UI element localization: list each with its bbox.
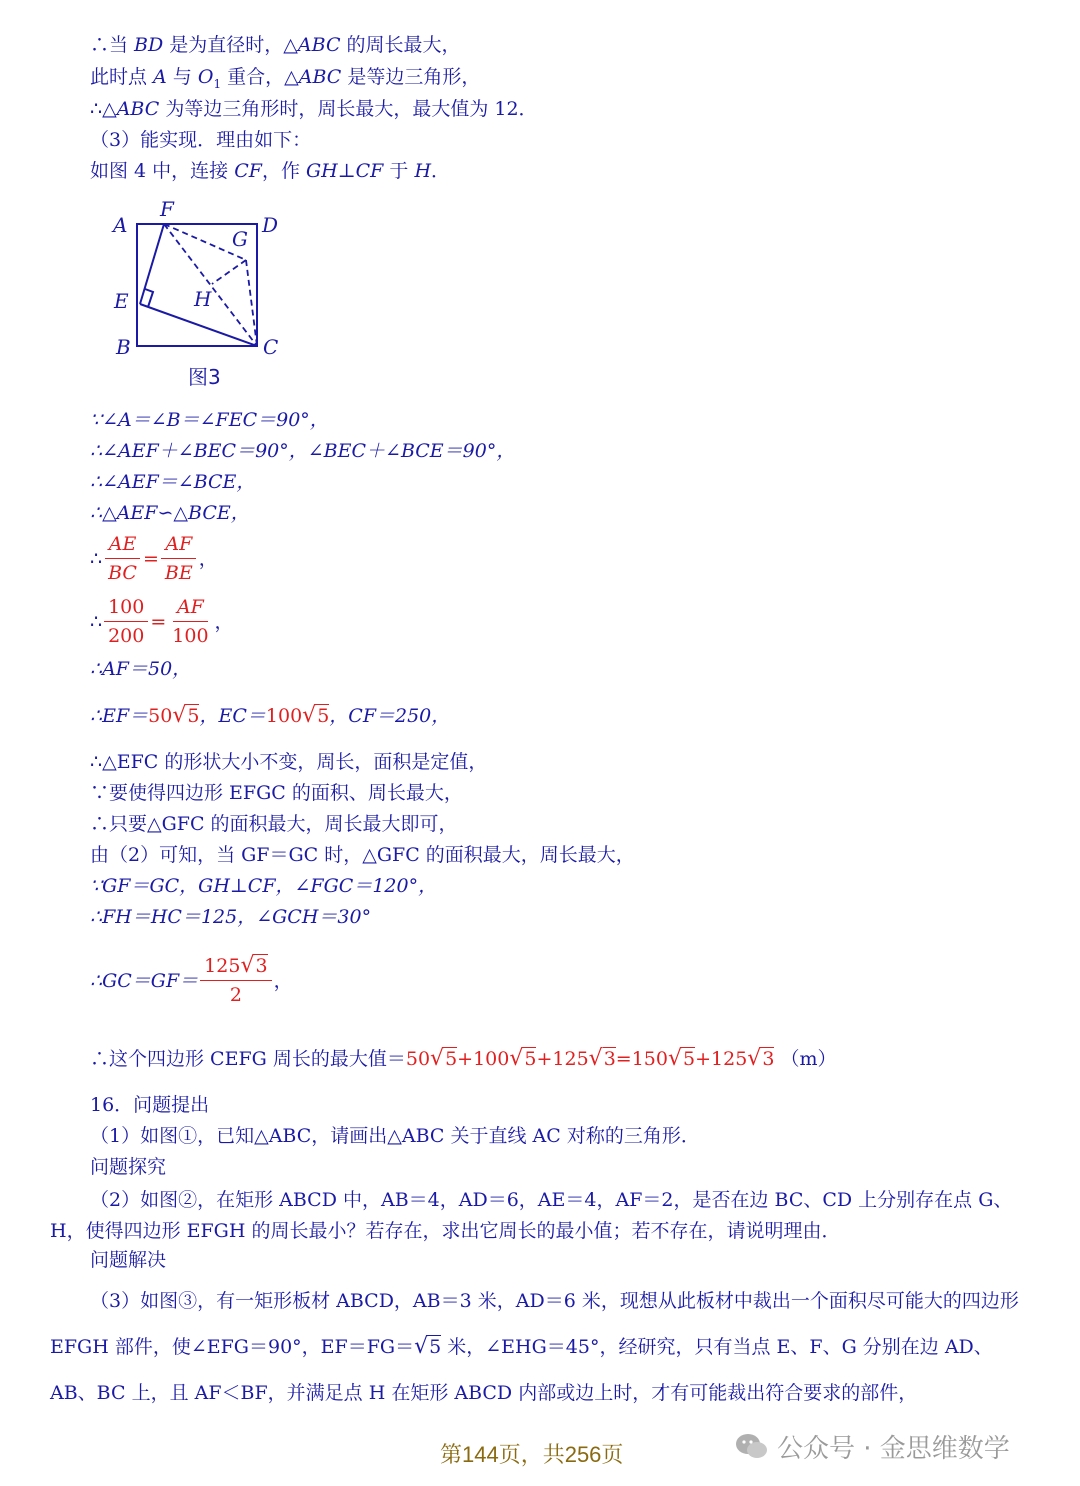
line-10: ∴ $\frac{AE}{BC}$ = $\frac{AF}{BE}$ ， <box>90 530 218 587</box>
line-12: ∴AF＝50， <box>90 658 192 680</box>
line-24: 问题探究 <box>90 1156 167 1178</box>
line-1: ∴当 BD 是为直径时，△ABC 的周长最大， <box>90 34 461 56</box>
line-17: 由（2）可知，当 GF＝GC 时，△GFC 的面积最大，周长最大， <box>90 844 635 866</box>
segment-gh <box>212 260 246 284</box>
page-number: 第144页，共256页 <box>440 1442 624 1467</box>
label-a: A <box>113 213 128 237</box>
figure-caption: 图3 <box>188 365 221 389</box>
watermark <box>735 1428 1010 1465</box>
line-16: ∴只要△GFC 的面积最大，周长最大即可， <box>90 813 458 835</box>
wechat-icon <box>735 1432 769 1462</box>
fraction-af-100: $\frac{AF}{100}$ <box>168 593 212 650</box>
line-25: （2）如图②，在矩形 ABCD 中，AB＝4，AD＝6，AE＝4，AF＝2，是否在边 BC、CD 上分别存在点 G、H，使得四边形 EFGH 的周长最小？若存在，求出它周长的最小值；若不存在，请说明理由． <box>50 1189 1013 1242</box>
fraction-ae-bc: $\frac{AE}{BC}$ <box>104 530 141 587</box>
watermark-text: 公众号 · 金思维数学 <box>777 1434 1010 1464</box>
line-21: ∴这个四边形 CEFG 周长的最大值＝50√5+100√5+125√3=150√5+125√3 （m） <box>90 1046 837 1071</box>
line-19: ∴FH＝HC＝125，∠GCH＝30° <box>90 906 372 928</box>
line-5: 如图 4 中，连接 CF，作 GH⊥CF 于 H． <box>90 160 451 182</box>
right-angle-mark <box>145 289 153 307</box>
label-d: D <box>262 213 279 237</box>
line-23: （1）如图①，已知△ABC，请画出△ABC 关于直线 AC 对称的三角形． <box>90 1125 700 1147</box>
label-f: F <box>160 197 174 221</box>
line-14: ∴△EFC 的形状大小不变，周长，面积是定值， <box>90 751 488 773</box>
line-11: ∴ $\frac{100}{200}$ = $\frac{AF}{100}$ ， <box>90 593 234 650</box>
line-20: ∴GC＝GF＝ $\frac{125√3}{2}$ ， <box>90 952 293 1009</box>
line-6: ∵∠A＝∠B＝∠FEC＝90°， <box>90 409 329 431</box>
label-e: E <box>114 289 129 313</box>
line-3: ∴△ABC 为等边三角形时，周长最大，最大值为 12． <box>90 98 538 120</box>
line-27: （3）如图③，有一矩形板材 ABCD，AB＝3 米，AD＝6 米，现想从此板材中裁出一个面积尽可能大的四边形 EFGH 部件，使∠EFG＝90°，EF＝FG＝√5 米，∠EHG＝45°，经研究，只有当点 E、F、G 分别在边 AD、AB、BC 上，且 AF＜BF，并满足点 H 在矩形 ABCD 内部或边上时，才有可能裁出符合要求的部件， <box>50 1290 1019 1404</box>
segment-gc <box>246 260 257 346</box>
line-2: 此时点 A 与 $O_1$ 重合，△ABC 是等边三角形， <box>90 66 481 91</box>
line-26: 问题解决 <box>90 1249 167 1271</box>
fraction-gc: $\frac{125√3}{2}$ <box>200 952 271 1009</box>
line-9: ∴△AEF∽△BCE， <box>90 502 250 524</box>
line-15: ∵要使得四边形 EFGC 的面积、周长最大， <box>90 782 463 804</box>
geometry-figure <box>100 192 300 392</box>
line-13: ∴EF＝50√5，EC＝100√5，CF＝250， <box>90 703 451 728</box>
label-h: H <box>194 287 212 311</box>
label-c: C <box>263 335 279 359</box>
line-22: 16．问题提出 <box>90 1094 210 1116</box>
line-8: ∴∠AEF＝∠BCE， <box>90 471 256 493</box>
line-7: ∴∠AEF＋∠BEC＝90°，∠BEC＋∠BCE＝90°， <box>90 440 516 462</box>
line-18: ∵GF＝GC，GH⊥CF，∠FGC＝120°， <box>90 875 438 897</box>
line-4: （3）能实现．理由如下： <box>90 129 312 151</box>
fraction-100-200: $\frac{100}{200}$ <box>104 593 148 650</box>
label-g: G <box>232 227 248 251</box>
fraction-af-be: $\frac{AF}{BE}$ <box>161 530 197 587</box>
label-b: B <box>116 335 131 359</box>
